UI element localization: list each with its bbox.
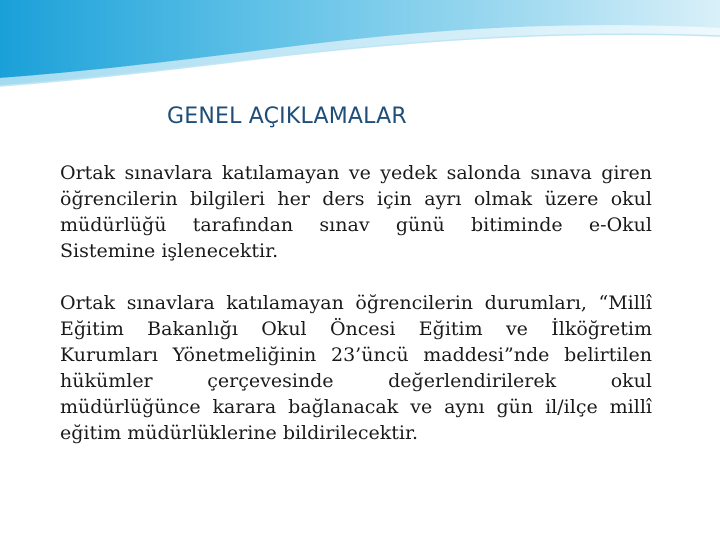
slide-title: GENEL AÇIKLAMALAR: [167, 104, 407, 129]
paragraph-1: Ortak sınavlara katılamayan ve yedek salonda sınava giren öğrencilerin bilgileri her ders için ayrı olmak üzere okul müdürlüğü tarafından sınav günü bitiminde e-Okul Sistemine işlenecektir.: [60, 162, 652, 262]
body-text: [60, 160, 652, 446]
paragraph-2: Ortak sınavlara katılamayan öğrencilerin durumları, “Millî Eğitim Bakanlığı Okul Öncesi Eğitim ve İlköğretim Kurumları Yönetmeliğinin 23’üncü maddesi”nde belirtilen hükümler çerçevesinde değerlendirilerek okul müdürlüğünce karara bağlanacak ve aynı gün il/ilçe millî eğitim müdürlüklerine bildirilecektir.: [60, 292, 652, 444]
header-wave-decoration: [0, 0, 720, 95]
